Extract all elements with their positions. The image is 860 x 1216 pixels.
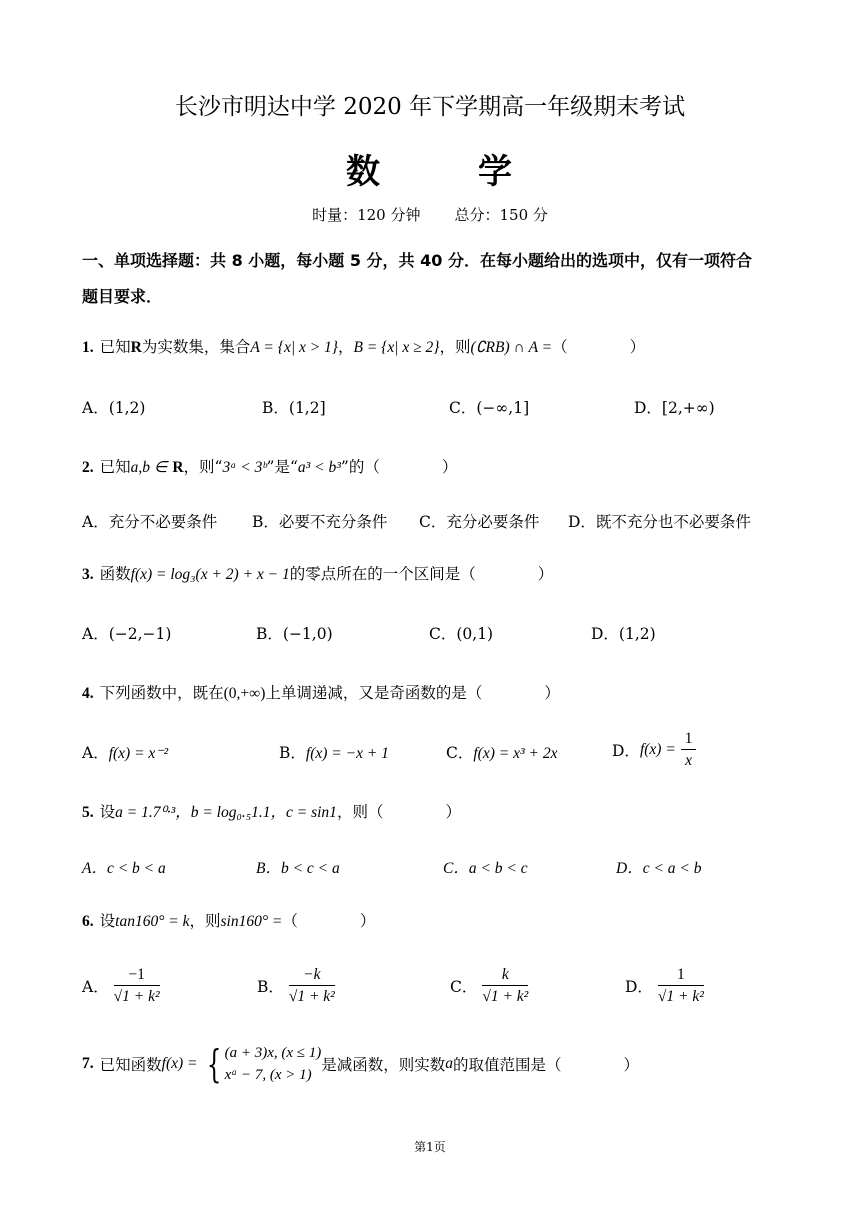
q1-text-c: ，则 xyxy=(439,338,471,356)
q2-statement-q: a³ < b³ xyxy=(297,459,341,476)
option-letter: D． xyxy=(612,742,640,760)
q3-function: f(x) = log₃(x + 2) + x − 1 xyxy=(130,566,290,583)
section-heading-line2: 题目要求． xyxy=(82,287,163,306)
q1-set-b: B = {x| x ≥ 2} xyxy=(353,339,440,356)
option-letter: D． xyxy=(625,978,653,996)
q7-variable: a xyxy=(445,1055,454,1072)
q2-option-b: B．必要不充分条件 xyxy=(252,513,388,531)
q5-option-d: D．c < a < b xyxy=(616,860,702,877)
subject-char-1: 数 xyxy=(346,152,382,192)
q1-set-a: A = {x| x > 1} xyxy=(250,339,339,356)
q6-text-a: 设 xyxy=(99,912,116,930)
q4-option-d xyxy=(612,730,696,770)
q6-ask: sin160° = xyxy=(220,913,283,930)
exam-title: 长沙市明达中学 2020 年下学期高一年级期末考试 xyxy=(174,94,686,120)
q1-text-a: 已知 xyxy=(99,338,131,356)
q2-text-a: 已知 xyxy=(99,458,131,476)
q6-option-b xyxy=(257,966,335,1006)
q4-option-a xyxy=(82,741,168,763)
fraction-denominator: √1 + k² xyxy=(482,988,529,1005)
section-heading-line1: 一、单项选择题：共 8 小题，每小题 5 分，共 40 分．在每小题给出的选项中，仅有一项符合 xyxy=(82,251,752,270)
piecewise-case-1: (a + 3)x, (x ≤ 1) xyxy=(224,1045,322,1061)
q6-answer-blank: （ ） xyxy=(282,912,376,930)
exam-meta xyxy=(0,204,860,225)
q4-fraction xyxy=(681,730,697,770)
q5-text-b: ，则（ ） xyxy=(336,803,461,821)
question-number: 7. xyxy=(82,1055,94,1072)
q7-text-a: 已知函数 xyxy=(99,1056,162,1074)
q1-expression: (∁RB) ∩ A = xyxy=(470,339,553,356)
total-score: 总分：150 分 xyxy=(454,206,548,224)
q4-option-c xyxy=(446,741,557,763)
q5-option-a: A．c < b < a xyxy=(82,860,166,877)
q6-option-c xyxy=(450,966,528,1006)
q6-option-a xyxy=(82,966,160,1006)
q1-option-b: B．(1,2] xyxy=(262,399,326,417)
question-6 xyxy=(82,909,375,931)
q4-expr-d: f(x) = xyxy=(639,741,676,758)
q6-option-d xyxy=(625,966,704,1006)
time-limit: 时量：120 分钟 xyxy=(312,206,421,224)
piecewise-case-2: xᵃ − 7, (x > 1) xyxy=(224,1067,312,1083)
option-letter: C． xyxy=(450,978,478,996)
option-letter: A． xyxy=(82,744,109,762)
q5-option-b: B．b < c < a xyxy=(256,860,340,877)
question-5 xyxy=(82,800,461,822)
question-7 xyxy=(82,1042,639,1086)
q1-option-c: C．(−∞,1] xyxy=(449,399,530,417)
q2-condition: a,b ∈ xyxy=(130,459,168,476)
q5-definitions: a = 1.7⁰·³，b = log₀.₅1.1，c = sin1 xyxy=(115,804,337,821)
q6-text-b: ，则 xyxy=(189,912,221,930)
q7-function: f(x) = xyxy=(161,1055,198,1072)
question-number: 2. xyxy=(82,459,94,476)
q3-text-a: 函数 xyxy=(99,565,131,583)
fraction-numerator: −1 xyxy=(114,966,160,986)
q1-option-a: A．(1,2) xyxy=(82,399,146,417)
page-number: 第1页 xyxy=(414,1140,446,1154)
q6-given: tan160° = k xyxy=(115,913,190,930)
option-letter: A． xyxy=(82,978,109,996)
q4-expr-a: f(x) = x⁻² xyxy=(108,745,169,762)
q1-answer-blank: （ ） xyxy=(552,338,646,356)
q2-statement-p: 3ᵃ < 3ᵇ xyxy=(222,459,267,476)
piecewise-cases xyxy=(225,1042,322,1086)
q5-text-a: 设 xyxy=(99,803,116,821)
option-letter: B． xyxy=(257,978,284,996)
q1-sep: ， xyxy=(338,338,354,356)
q1-text-b: 为实数集，集合 xyxy=(141,338,251,356)
fraction-numerator: −k xyxy=(289,966,335,986)
q7-text-c: 的取值范围是（ ） xyxy=(453,1056,640,1074)
fraction-denominator: x xyxy=(685,752,693,769)
question-number: 3. xyxy=(82,566,94,583)
fraction-denominator: √1 + k² xyxy=(657,988,704,1005)
q3-option-b: B．(−1,0) xyxy=(256,625,333,643)
fraction-denominator: √1 + k² xyxy=(113,988,160,1005)
question-2 xyxy=(82,455,457,477)
fraction-numerator: 1 xyxy=(681,730,697,750)
q2-text-d: ”的（ ） xyxy=(340,458,458,476)
q4-expr-c: f(x) = x³ + 2x xyxy=(473,745,558,762)
q2-set-r: R xyxy=(172,459,184,476)
q5-option-c: C．a < b < c xyxy=(443,860,528,877)
q2-option-a: A．充分不必要条件 xyxy=(82,513,218,531)
question-number: 4. xyxy=(82,685,94,702)
option-letter: C． xyxy=(446,744,474,762)
q2-text-b: ，则“ xyxy=(183,458,223,476)
q3-text-b: 的零点所在的一个区间是（ ） xyxy=(289,565,554,583)
q4-interval: (0,+∞) xyxy=(223,685,266,702)
piecewise-brace: { xyxy=(207,1042,222,1086)
question-number: 5. xyxy=(82,804,94,821)
question-4 xyxy=(82,681,560,703)
subject-title xyxy=(0,144,860,193)
fraction-denominator: √1 + k² xyxy=(288,988,335,1005)
q3-option-c: C．(0,1) xyxy=(429,625,494,643)
q6-fraction-c xyxy=(482,966,528,1006)
fraction-numerator: 1 xyxy=(658,966,704,986)
q6-fraction-a xyxy=(114,966,160,1006)
q2-option-d: D．既不充分也不必要条件 xyxy=(568,513,751,531)
q4-option-b xyxy=(279,741,389,763)
q2-option-c: C．充分必要条件 xyxy=(419,513,540,531)
q2-text-c: ”是“ xyxy=(266,458,298,476)
subject-char-2: 学 xyxy=(478,152,514,192)
q3-option-d: D．(1,2) xyxy=(591,625,656,643)
q6-fraction-b xyxy=(289,966,335,1006)
q4-text-a: 下列函数中，既在 xyxy=(99,684,224,702)
q4-expr-b: f(x) = −x + 1 xyxy=(305,745,389,762)
q3-option-a: A．(−2,−1) xyxy=(82,625,172,643)
q7-text-b: 是减函数，则实数 xyxy=(321,1056,446,1074)
q6-fraction-d xyxy=(658,966,704,1006)
q1-set-r: R xyxy=(130,339,142,356)
option-letter: B． xyxy=(279,744,306,762)
q1-option-d: D．[2,+∞) xyxy=(634,399,715,417)
question-number: 6. xyxy=(82,913,94,930)
question-3 xyxy=(82,562,553,584)
fraction-numerator: k xyxy=(482,966,528,986)
q4-text-b: 上单调递减，又是奇函数的是（ ） xyxy=(265,684,560,702)
question-number: 1. xyxy=(82,339,94,356)
question-1 xyxy=(82,335,645,357)
